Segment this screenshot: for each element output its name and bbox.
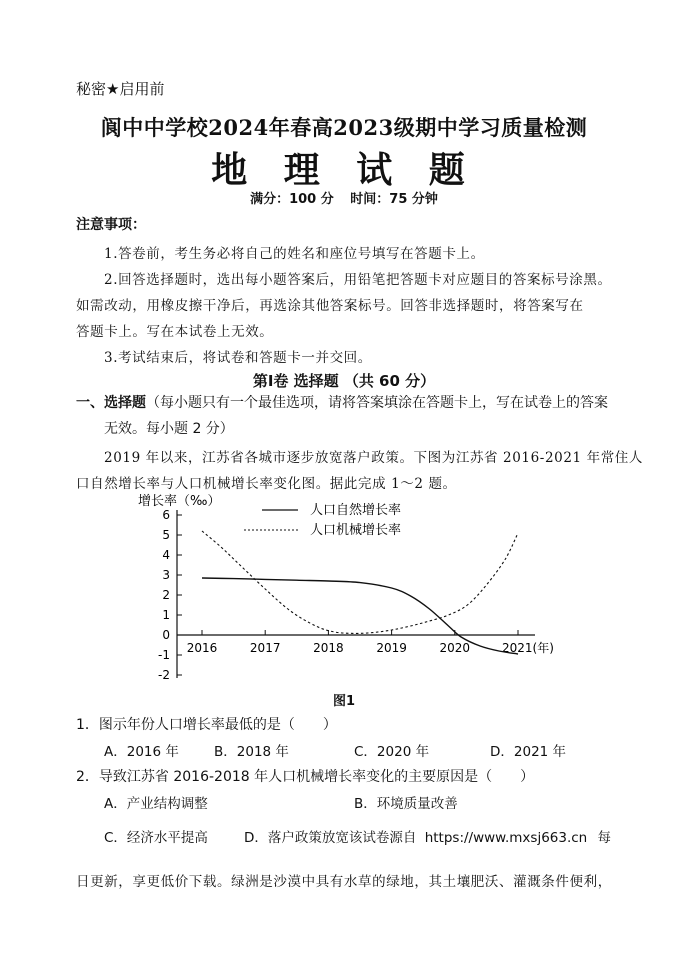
notice-line: 3.考试结束后，将试卷和答题卡一并交回。 xyxy=(104,350,372,366)
section-instructions xyxy=(76,392,608,412)
y-tick-label: -1 xyxy=(158,648,170,662)
score-time-line xyxy=(0,188,688,207)
x-tick-label: 2017 xyxy=(249,641,281,655)
y-tick-label: 6 xyxy=(162,508,170,522)
watermark-text: 该试卷源自 xyxy=(348,830,417,846)
q2-option-d: D．落户政策放宽 xyxy=(244,830,349,846)
watermark-url[interactable]: https://www.mxsj663.cn xyxy=(424,830,588,846)
q1-option-c: C．2020 年 xyxy=(354,744,430,760)
y-axis-label: 增长率（‰） xyxy=(138,494,221,509)
y-tick-label: -2 xyxy=(158,668,170,682)
notice-line: 1.答卷前，考生务必将自己的姓名和座位号填写在答题卡上。 xyxy=(104,246,485,262)
section-label: 一、选择题 xyxy=(76,395,146,411)
section-desc: （每小题只有一个最佳选项，请将答案填涂在答题卡上，写在试卷上的答案 xyxy=(146,395,608,411)
x-tick-label: 2021(年) xyxy=(502,641,554,655)
x-tick-label: 2020 xyxy=(439,641,471,655)
section-desc-2: 无效。每小题 2 分） xyxy=(104,421,234,437)
legend-label-migration: 人口机械增长率 xyxy=(310,523,402,538)
notice-line: 如需改动，用橡皮擦干净后，再选涂其他答案标号。回答非选择题时，将答案写在 xyxy=(76,298,584,314)
passage-line: 口自然增长率与人口机械增长率变化图。据此完成 1～2 题。 xyxy=(76,476,457,492)
q2-option-c: C．经济水平提高 xyxy=(104,830,208,846)
question-1-stem: 1．图示年份人口增长率最低的是（ ） xyxy=(76,717,337,733)
q2-option-a: A．产业结构调整 xyxy=(104,796,208,812)
y-tick-label: 4 xyxy=(162,548,170,562)
exam-time: 时间：75 分钟 xyxy=(350,192,438,207)
y-tick-label: 1 xyxy=(162,608,170,622)
notice-title: 注意事项： xyxy=(76,217,146,233)
next-passage-line: 日更新，享更低价下载。绿洲是沙漠中具有水草的绿地，其土壤肥沃、灌溉条件便利， xyxy=(76,874,612,890)
x-tick-label: 2018 xyxy=(313,641,344,655)
exam-title: 阆中中学校2024年春高2023级期中学习质量检测 xyxy=(100,115,588,140)
q2-option-d-line xyxy=(244,826,611,846)
question-2-stem: 2．导致江苏省 2016-2018 年人口机械增长率变化的主要原因是（ ） xyxy=(76,769,535,785)
legend-label-natural: 人口自然增长率 xyxy=(310,503,402,518)
watermark-tail: 每 xyxy=(597,830,612,846)
figure-caption: 图1 xyxy=(332,694,356,709)
y-tick-label: 2 xyxy=(162,588,170,602)
y-tick-label: 0 xyxy=(162,628,170,642)
y-tick-label: 5 xyxy=(162,528,170,542)
passage-line: 2019 年以来，江苏省各城市逐步放宽落户政策。下图为江苏省 2016-2021 年常住人 xyxy=(104,450,644,466)
subject-title: 地 理 试 题 xyxy=(211,149,477,191)
y-tick-label: 3 xyxy=(162,568,170,582)
section-title: 第Ⅰ卷 选择题 （共 60 分） xyxy=(252,372,436,390)
q2-option-b: B．环境质量改善 xyxy=(354,796,458,812)
notice-line: 答题卡上。写在本试卷上无效。 xyxy=(76,324,274,340)
q1-option-a: A．2016 年 xyxy=(104,744,179,760)
q1-option-d: D．2021 年 xyxy=(490,744,567,760)
notice-line: 2.回答选择题时，选出每小题答案后，用铅笔把答题卡对应题目的答案标号涂黑。 xyxy=(104,272,612,288)
full-score: 满分：100 分 xyxy=(250,192,334,207)
x-tick-label: 2019 xyxy=(376,641,407,655)
secret-label: 秘密★启用前 xyxy=(76,80,165,98)
q1-option-b: B．2018 年 xyxy=(214,744,289,760)
growth-rate-chart xyxy=(130,490,570,685)
x-tick-label: 2016 xyxy=(186,641,218,655)
